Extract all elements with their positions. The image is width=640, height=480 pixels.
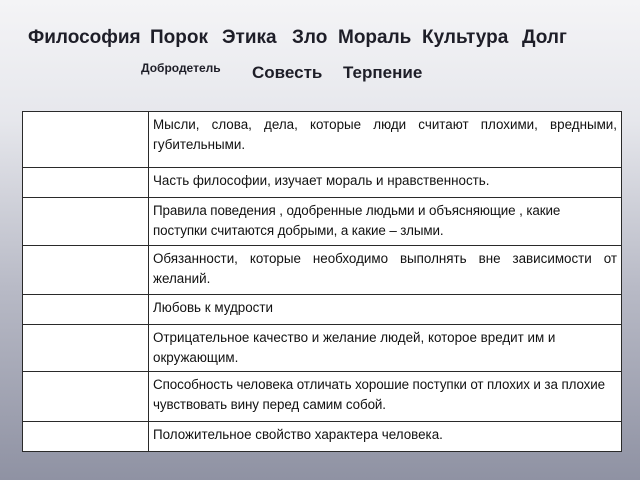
table-row: [23, 325, 622, 372]
table-row: [23, 198, 622, 246]
term-evil: Зло: [292, 27, 328, 48]
table-row: [23, 246, 622, 295]
term-cell: [23, 198, 149, 246]
term-conscience: Совесть: [252, 63, 323, 82]
term-culture: Культура: [422, 27, 509, 48]
table-row: [23, 372, 622, 422]
definition-cell: Часть философии, изучает мораль и нравственность.: [149, 168, 622, 198]
term-virtue: Добродетель: [141, 61, 221, 75]
definition-cell: Правила поведения , одобренные людьми и объясняющие , какие поступки считаются добрыми, а какие – злыми.: [149, 198, 622, 246]
table-row: [23, 295, 622, 325]
term-patience: Терпение: [343, 63, 423, 82]
term-cell: [23, 372, 149, 422]
definition-cell: Отрицательное качество и желание людей, которое вредит им и окружающим.: [149, 325, 622, 372]
terms-row-2: [0, 58, 640, 88]
term-philosophy: Философия: [28, 27, 141, 48]
terms-row-1: [0, 22, 640, 54]
definition-cell: Способность человека отличать хорошие поступки от плохих и за плохие чувствовать вину перед самим собой.: [149, 372, 622, 422]
term-vice: Порок: [150, 27, 208, 48]
term-duty: Долг: [522, 27, 567, 48]
definitions-table: [22, 111, 622, 452]
definition-cell: Положительное свойство характера человека.: [149, 422, 622, 452]
definition-cell: Любовь к мудрости: [149, 295, 622, 325]
term-cell: [23, 246, 149, 295]
table-row: [23, 112, 622, 168]
table-row: [23, 168, 622, 198]
term-morality: Мораль: [338, 27, 412, 48]
table-row: [23, 422, 622, 452]
term-cell: [23, 168, 149, 198]
term-cell: [23, 325, 149, 372]
definition-cell: Обязанности, которые необходимо выполнять вне зависимости от желаний.: [149, 246, 622, 295]
term-cell: [23, 295, 149, 325]
term-cell: [23, 422, 149, 452]
definition-cell: Мысли, слова, дела, которые люди считают плохими, вредными, губительными.: [149, 112, 622, 168]
term-ethics: Этика: [222, 27, 277, 48]
term-cell: [23, 112, 149, 168]
